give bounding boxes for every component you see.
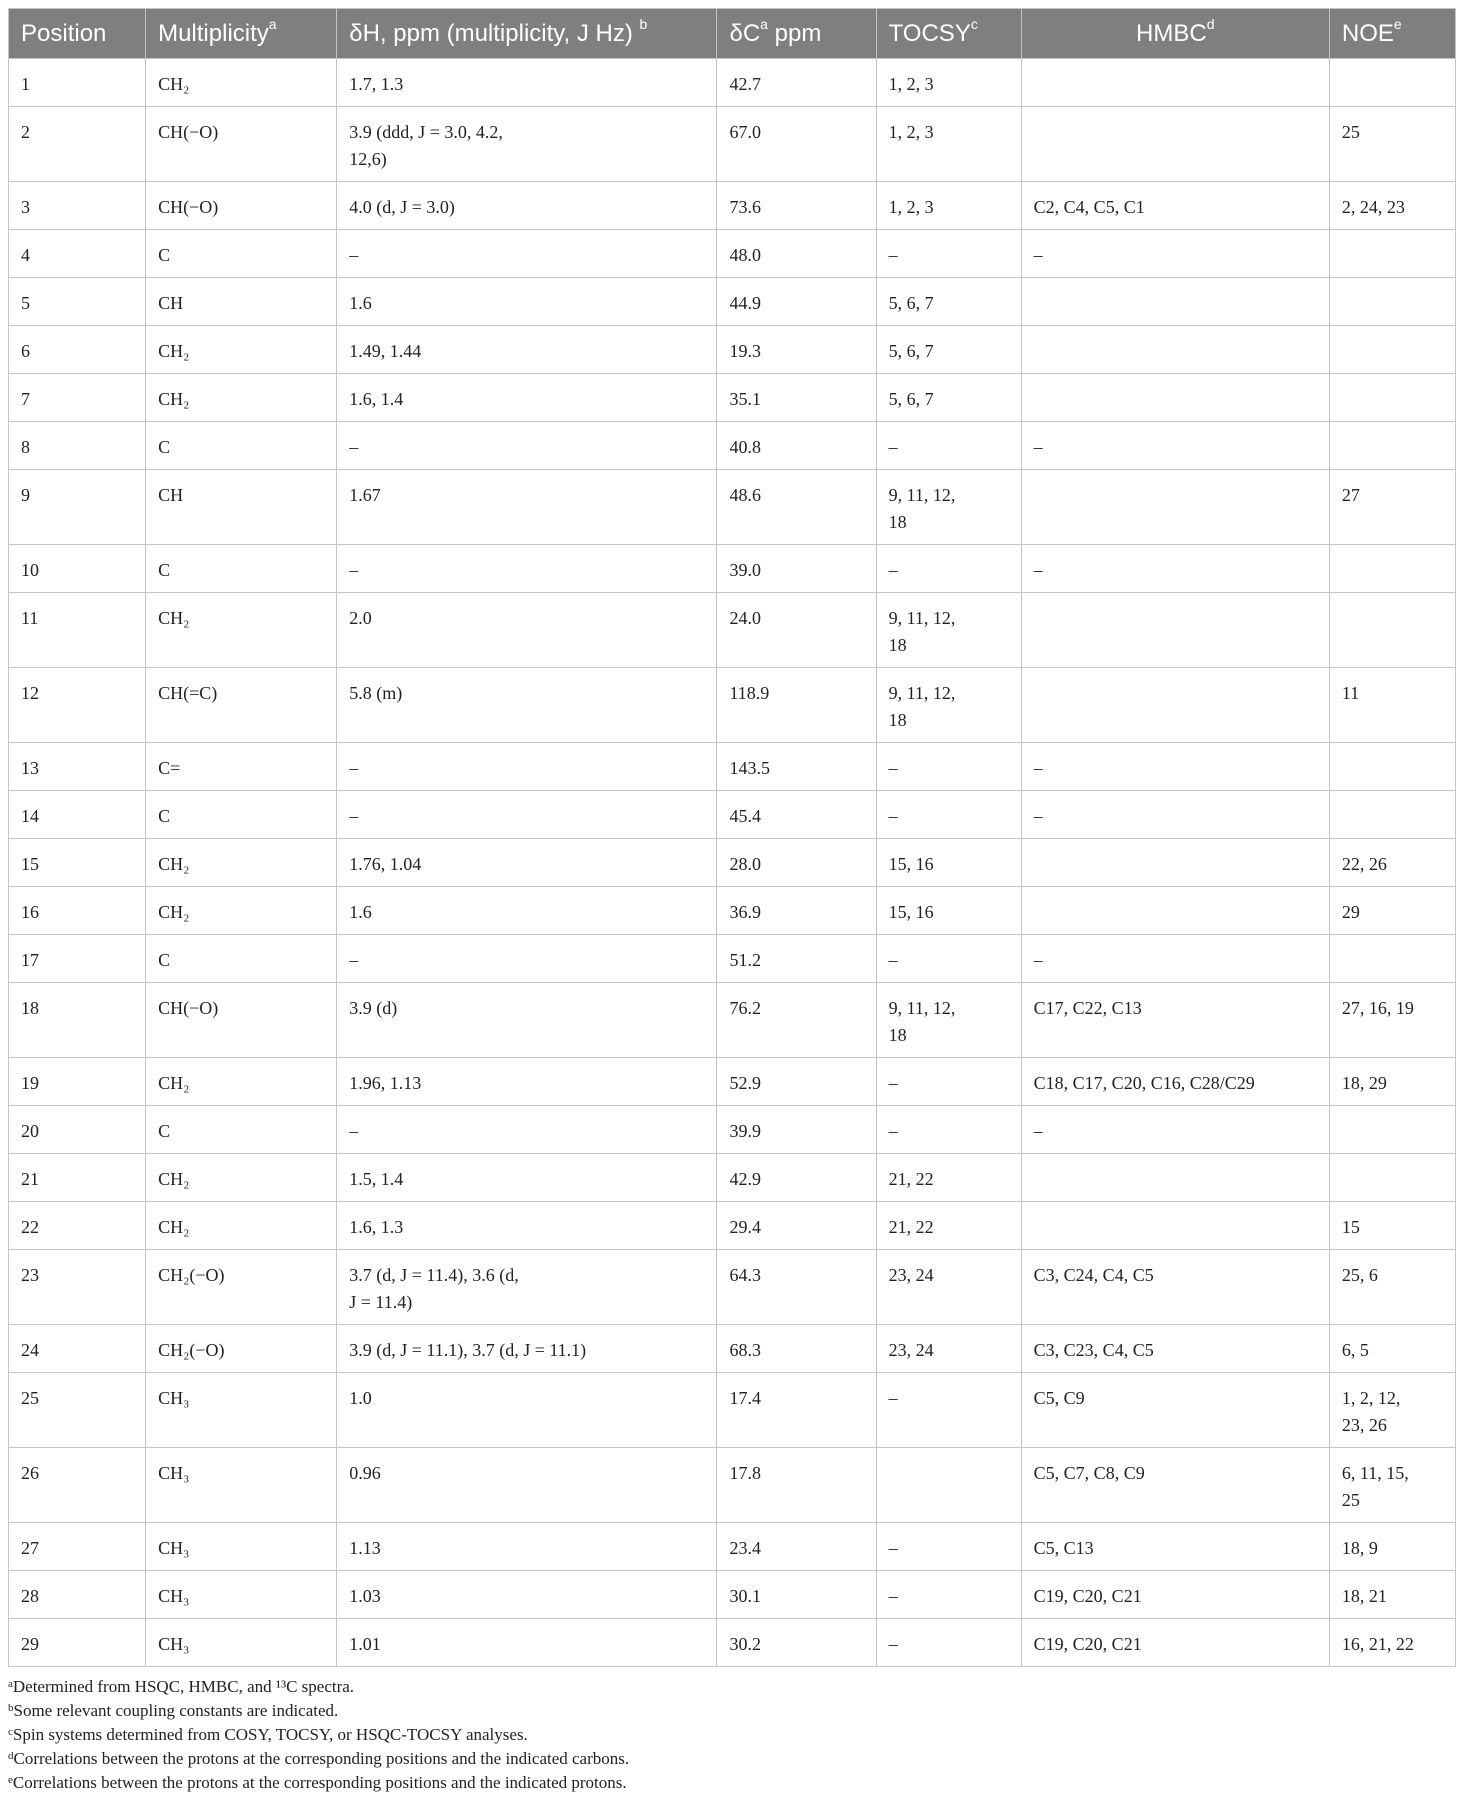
tocsy-cell: – bbox=[876, 935, 1021, 983]
tocsy-cell: – bbox=[876, 791, 1021, 839]
tocsy-cell: 1, 2, 3 bbox=[876, 107, 1021, 182]
delta-h-cell: 3.7 (d, J = 11.4), 3.6 (d, J = 11.4) bbox=[337, 1250, 717, 1325]
delta-c-cell: 51.2 bbox=[717, 935, 876, 983]
table-body bbox=[9, 59, 1456, 1667]
tocsy-cell: – bbox=[876, 1619, 1021, 1667]
delta-c-cell: 143.5 bbox=[717, 743, 876, 791]
noe-cell: 11 bbox=[1329, 668, 1455, 743]
noe-cell bbox=[1329, 791, 1455, 839]
hmbc-cell bbox=[1021, 668, 1329, 743]
delta-c-cell: 28.0 bbox=[717, 839, 876, 887]
footnote-mark: b bbox=[8, 1702, 14, 1714]
tocsy-cell: 21, 22 bbox=[876, 1154, 1021, 1202]
header-multiplicity bbox=[146, 9, 337, 59]
footnote-text: Correlations between the protons at the corresponding positions and the indicated carbons. bbox=[13, 1749, 630, 1768]
header-tocsy-label: TOCSY bbox=[888, 19, 971, 47]
noe-cell bbox=[1329, 422, 1455, 470]
tocsy-cell bbox=[876, 1448, 1021, 1523]
table-row bbox=[9, 1250, 1456, 1325]
hmbc-cell: C19, C20, C21 bbox=[1021, 1619, 1329, 1667]
hmbc-cell: C2, C4, C5, C1 bbox=[1021, 182, 1329, 230]
table-row bbox=[9, 107, 1456, 182]
delta-h-cell: 1.76, 1.04 bbox=[337, 839, 717, 887]
table-row bbox=[9, 1106, 1456, 1154]
delta-c-cell: 17.8 bbox=[717, 1448, 876, 1523]
table-row bbox=[9, 422, 1456, 470]
position-cell: 22 bbox=[9, 1202, 146, 1250]
hmbc-cell bbox=[1021, 326, 1329, 374]
position-cell: 20 bbox=[9, 1106, 146, 1154]
position-cell: 24 bbox=[9, 1325, 146, 1373]
delta-h-cell: 1.67 bbox=[337, 470, 717, 545]
hmbc-cell bbox=[1021, 59, 1329, 107]
table-row bbox=[9, 545, 1456, 593]
position-cell: 11 bbox=[9, 593, 146, 668]
multiplicity-cell: C bbox=[146, 545, 337, 593]
table-row bbox=[9, 182, 1456, 230]
table-row bbox=[9, 1154, 1456, 1202]
multiplicity-cell: CH₂ bbox=[146, 1202, 337, 1250]
footnote-text: Correlations between the protons at the corresponding positions and the indicated protons. bbox=[12, 1773, 627, 1792]
multiplicity-cell: C bbox=[146, 791, 337, 839]
noe-cell bbox=[1329, 59, 1455, 107]
multiplicity-cell: CH₃ bbox=[146, 1523, 337, 1571]
multiplicity-cell: CH₂ bbox=[146, 593, 337, 668]
noe-cell: 25 bbox=[1329, 107, 1455, 182]
delta-c-cell: 19.3 bbox=[717, 326, 876, 374]
table-row bbox=[9, 839, 1456, 887]
table-row bbox=[9, 1373, 1456, 1448]
multiplicity-cell: CH₃ bbox=[146, 1448, 337, 1523]
noe-cell bbox=[1329, 374, 1455, 422]
hmbc-cell: C5, C9 bbox=[1021, 1373, 1329, 1448]
hmbc-cell: C5, C13 bbox=[1021, 1523, 1329, 1571]
delta-h-cell: 2.0 bbox=[337, 593, 717, 668]
position-cell: 13 bbox=[9, 743, 146, 791]
tocsy-cell: 15, 16 bbox=[876, 887, 1021, 935]
delta-c-cell: 30.2 bbox=[717, 1619, 876, 1667]
delta-h-cell: – bbox=[337, 545, 717, 593]
multiplicity-cell: CH₂(−O) bbox=[146, 1250, 337, 1325]
position-cell: 14 bbox=[9, 791, 146, 839]
tocsy-cell: 5, 6, 7 bbox=[876, 374, 1021, 422]
noe-cell: 25, 6 bbox=[1329, 1250, 1455, 1325]
delta-h-cell: – bbox=[337, 1106, 717, 1154]
tocsy-cell: 5, 6, 7 bbox=[876, 326, 1021, 374]
footnote bbox=[8, 1699, 1456, 1723]
table-row bbox=[9, 374, 1456, 422]
footnote-mark: e bbox=[8, 1774, 13, 1786]
delta-h-cell: 1.7, 1.3 bbox=[337, 59, 717, 107]
delta-c-cell: 68.3 bbox=[717, 1325, 876, 1373]
noe-cell bbox=[1329, 743, 1455, 791]
noe-cell: 6, 5 bbox=[1329, 1325, 1455, 1373]
delta-h-cell: 3.9 (d, J = 11.1), 3.7 (d, J = 11.1) bbox=[337, 1325, 717, 1373]
delta-h-cell: 1.6, 1.3 bbox=[337, 1202, 717, 1250]
hmbc-cell: – bbox=[1021, 422, 1329, 470]
delta-h-cell: 4.0 (d, J = 3.0) bbox=[337, 182, 717, 230]
delta-c-cell: 48.0 bbox=[717, 230, 876, 278]
hmbc-cell bbox=[1021, 839, 1329, 887]
delta-c-cell: 45.4 bbox=[717, 791, 876, 839]
multiplicity-cell: C= bbox=[146, 743, 337, 791]
header-multiplicity-footnote-mark: a bbox=[268, 15, 277, 32]
delta-h-cell: 0.96 bbox=[337, 1448, 717, 1523]
table-row bbox=[9, 278, 1456, 326]
multiplicity-cell: CH₂ bbox=[146, 59, 337, 107]
delta-h-cell: – bbox=[337, 935, 717, 983]
noe-cell: 22, 26 bbox=[1329, 839, 1455, 887]
hmbc-cell bbox=[1021, 278, 1329, 326]
tocsy-cell: – bbox=[876, 1571, 1021, 1619]
header-noe bbox=[1329, 9, 1455, 59]
multiplicity-cell: CH(−O) bbox=[146, 182, 337, 230]
header-hmbc-label: HMBC bbox=[1136, 19, 1207, 47]
delta-h-cell: 1.03 bbox=[337, 1571, 717, 1619]
noe-cell bbox=[1329, 593, 1455, 668]
table-row bbox=[9, 59, 1456, 107]
hmbc-cell: – bbox=[1021, 743, 1329, 791]
hmbc-cell: – bbox=[1021, 545, 1329, 593]
hmbc-cell: – bbox=[1021, 791, 1329, 839]
hmbc-cell bbox=[1021, 593, 1329, 668]
multiplicity-cell: CH₂ bbox=[146, 1058, 337, 1106]
noe-cell: 18, 29 bbox=[1329, 1058, 1455, 1106]
delta-c-cell: 17.4 bbox=[717, 1373, 876, 1448]
hmbc-cell: C19, C20, C21 bbox=[1021, 1571, 1329, 1619]
multiplicity-cell: CH₂ bbox=[146, 839, 337, 887]
tocsy-cell: – bbox=[876, 1523, 1021, 1571]
delta-h-cell: – bbox=[337, 422, 717, 470]
header-delta-h bbox=[337, 9, 717, 59]
header-noe-footnote-mark: e bbox=[1393, 15, 1402, 32]
footnote-mark: c bbox=[8, 1726, 13, 1738]
position-cell: 23 bbox=[9, 1250, 146, 1325]
delta-h-cell: – bbox=[337, 743, 717, 791]
hmbc-cell: C3, C23, C4, C5 bbox=[1021, 1325, 1329, 1373]
footnote-text: Spin systems determined from COSY, TOCSY, or HSQC-TOCSY analyses. bbox=[12, 1725, 528, 1744]
noe-cell bbox=[1329, 278, 1455, 326]
header-delta-c-label: δC bbox=[729, 19, 761, 47]
multiplicity-cell: CH₃ bbox=[146, 1571, 337, 1619]
hmbc-cell: C5, C7, C8, C9 bbox=[1021, 1448, 1329, 1523]
hmbc-cell bbox=[1021, 107, 1329, 182]
header-position-label: Position bbox=[21, 19, 107, 47]
position-cell: 16 bbox=[9, 887, 146, 935]
tocsy-cell: 23, 24 bbox=[876, 1250, 1021, 1325]
tocsy-cell: 9, 11, 12, 18 bbox=[876, 593, 1021, 668]
footnote-mark: d bbox=[8, 1750, 14, 1762]
hmbc-cell: – bbox=[1021, 230, 1329, 278]
delta-h-cell: – bbox=[337, 791, 717, 839]
delta-h-cell: – bbox=[337, 230, 717, 278]
multiplicity-cell: C bbox=[146, 422, 337, 470]
tocsy-cell: – bbox=[876, 1373, 1021, 1448]
footnote-text: Determined from HSQC, HMBC, and ¹³C spectra. bbox=[12, 1677, 355, 1696]
tocsy-cell: 1, 2, 3 bbox=[876, 59, 1021, 107]
tocsy-cell: – bbox=[876, 545, 1021, 593]
table-row bbox=[9, 470, 1456, 545]
tocsy-cell: – bbox=[876, 1058, 1021, 1106]
position-cell: 25 bbox=[9, 1373, 146, 1448]
delta-c-cell: 39.0 bbox=[717, 545, 876, 593]
header-hmbc-footnote-mark: d bbox=[1206, 15, 1215, 32]
position-cell: 8 bbox=[9, 422, 146, 470]
position-cell: 1 bbox=[9, 59, 146, 107]
tocsy-cell: – bbox=[876, 422, 1021, 470]
footnote-text: Some relevant coupling constants are indicated. bbox=[13, 1701, 339, 1720]
position-cell: 7 bbox=[9, 374, 146, 422]
position-cell: 6 bbox=[9, 326, 146, 374]
position-cell: 10 bbox=[9, 545, 146, 593]
header-noe-label: NOE bbox=[1341, 19, 1394, 47]
nmr-table-container bbox=[8, 8, 1456, 1795]
delta-c-cell: 36.9 bbox=[717, 887, 876, 935]
delta-h-cell: 1.96, 1.13 bbox=[337, 1058, 717, 1106]
noe-cell bbox=[1329, 935, 1455, 983]
noe-cell bbox=[1329, 230, 1455, 278]
position-cell: 29 bbox=[9, 1619, 146, 1667]
noe-cell: 18, 9 bbox=[1329, 1523, 1455, 1571]
multiplicity-cell: C bbox=[146, 935, 337, 983]
table-header bbox=[9, 9, 1456, 59]
delta-h-cell: 1.01 bbox=[337, 1619, 717, 1667]
multiplicity-cell: CH₂ bbox=[146, 887, 337, 935]
footnote bbox=[8, 1723, 1456, 1747]
header-delta-h-footnote-mark: b bbox=[639, 15, 648, 32]
hmbc-cell bbox=[1021, 1202, 1329, 1250]
table-row bbox=[9, 593, 1456, 668]
header-delta-c-unit: ppm bbox=[767, 19, 822, 47]
noe-cell: 18, 21 bbox=[1329, 1571, 1455, 1619]
position-cell: 4 bbox=[9, 230, 146, 278]
noe-cell bbox=[1329, 1106, 1455, 1154]
delta-c-cell: 24.0 bbox=[717, 593, 876, 668]
multiplicity-cell: CH₃ bbox=[146, 1373, 337, 1448]
noe-cell: 16, 21, 22 bbox=[1329, 1619, 1455, 1667]
delta-c-cell: 39.9 bbox=[717, 1106, 876, 1154]
noe-cell: 27 bbox=[1329, 470, 1455, 545]
multiplicity-cell: CH bbox=[146, 278, 337, 326]
table-row bbox=[9, 791, 1456, 839]
header-position bbox=[9, 9, 146, 59]
hmbc-cell: – bbox=[1021, 935, 1329, 983]
multiplicity-cell: CH(−O) bbox=[146, 107, 337, 182]
table-row bbox=[9, 230, 1456, 278]
position-cell: 2 bbox=[9, 107, 146, 182]
header-tocsy bbox=[876, 9, 1021, 59]
position-cell: 12 bbox=[9, 668, 146, 743]
multiplicity-cell: CH(=C) bbox=[146, 668, 337, 743]
delta-h-cell: 3.9 (ddd, J = 3.0, 4.2, 12,6) bbox=[337, 107, 717, 182]
position-cell: 15 bbox=[9, 839, 146, 887]
delta-c-cell: 23.4 bbox=[717, 1523, 876, 1571]
hmbc-cell: C17, C22, C13 bbox=[1021, 983, 1329, 1058]
delta-h-cell: 1.6 bbox=[337, 278, 717, 326]
table-row bbox=[9, 668, 1456, 743]
header-tocsy-footnote-mark: c bbox=[970, 15, 978, 32]
multiplicity-cell: C bbox=[146, 1106, 337, 1154]
delta-h-cell: 5.8 (m) bbox=[337, 668, 717, 743]
tocsy-cell: – bbox=[876, 230, 1021, 278]
delta-c-cell: 29.4 bbox=[717, 1202, 876, 1250]
delta-c-cell: 42.9 bbox=[717, 1154, 876, 1202]
position-cell: 18 bbox=[9, 983, 146, 1058]
table-row bbox=[9, 1058, 1456, 1106]
delta-h-cell: 1.13 bbox=[337, 1523, 717, 1571]
footnote bbox=[8, 1747, 1456, 1771]
footnote bbox=[8, 1675, 1456, 1699]
tocsy-cell: 9, 11, 12, 18 bbox=[876, 668, 1021, 743]
noe-cell: 27, 16, 19 bbox=[1329, 983, 1455, 1058]
position-cell: 28 bbox=[9, 1571, 146, 1619]
position-cell: 9 bbox=[9, 470, 146, 545]
table-row bbox=[9, 1202, 1456, 1250]
position-cell: 5 bbox=[9, 278, 146, 326]
delta-h-cell: 1.5, 1.4 bbox=[337, 1154, 717, 1202]
tocsy-cell: – bbox=[876, 1106, 1021, 1154]
tocsy-cell: 21, 22 bbox=[876, 1202, 1021, 1250]
position-cell: 26 bbox=[9, 1448, 146, 1523]
delta-h-cell: 1.0 bbox=[337, 1373, 717, 1448]
header-multiplicity-label: Multiplicity bbox=[158, 19, 269, 47]
delta-c-cell: 48.6 bbox=[717, 470, 876, 545]
table-row bbox=[9, 1619, 1456, 1667]
delta-c-cell: 52.9 bbox=[717, 1058, 876, 1106]
delta-c-cell: 64.3 bbox=[717, 1250, 876, 1325]
footnote-mark: a bbox=[8, 1678, 13, 1690]
hmbc-cell bbox=[1021, 470, 1329, 545]
tocsy-cell: 9, 11, 12, 18 bbox=[876, 470, 1021, 545]
delta-c-cell: 30.1 bbox=[717, 1571, 876, 1619]
multiplicity-cell: CH₂ bbox=[146, 374, 337, 422]
multiplicity-cell: CH(−O) bbox=[146, 983, 337, 1058]
noe-cell: 29 bbox=[1329, 887, 1455, 935]
noe-cell bbox=[1329, 1154, 1455, 1202]
table-row bbox=[9, 1448, 1456, 1523]
table-row bbox=[9, 1523, 1456, 1571]
noe-cell: 1, 2, 12, 23, 26 bbox=[1329, 1373, 1455, 1448]
table-row bbox=[9, 1325, 1456, 1373]
hmbc-cell: – bbox=[1021, 1106, 1329, 1154]
position-cell: 19 bbox=[9, 1058, 146, 1106]
multiplicity-cell: CH bbox=[146, 470, 337, 545]
delta-c-cell: 67.0 bbox=[717, 107, 876, 182]
delta-c-cell: 40.8 bbox=[717, 422, 876, 470]
delta-h-cell: 1.6, 1.4 bbox=[337, 374, 717, 422]
delta-c-cell: 118.9 bbox=[717, 668, 876, 743]
table-row bbox=[9, 743, 1456, 791]
multiplicity-cell: CH₂ bbox=[146, 326, 337, 374]
tocsy-cell: – bbox=[876, 743, 1021, 791]
noe-cell: 15 bbox=[1329, 1202, 1455, 1250]
delta-c-cell: 44.9 bbox=[717, 278, 876, 326]
multiplicity-cell: CH₂(−O) bbox=[146, 1325, 337, 1373]
header-delta-c bbox=[717, 9, 876, 59]
table-row bbox=[9, 1571, 1456, 1619]
tocsy-cell: 9, 11, 12, 18 bbox=[876, 983, 1021, 1058]
header-hmbc bbox=[1021, 9, 1329, 59]
position-cell: 3 bbox=[9, 182, 146, 230]
delta-h-cell: 1.6 bbox=[337, 887, 717, 935]
hmbc-cell bbox=[1021, 887, 1329, 935]
noe-cell: 6, 11, 15, 25 bbox=[1329, 1448, 1455, 1523]
noe-cell bbox=[1329, 545, 1455, 593]
tocsy-cell: 5, 6, 7 bbox=[876, 278, 1021, 326]
table-row bbox=[9, 935, 1456, 983]
table-row bbox=[9, 326, 1456, 374]
position-cell: 21 bbox=[9, 1154, 146, 1202]
noe-cell: 2, 24, 23 bbox=[1329, 182, 1455, 230]
hmbc-cell: C3, C24, C4, C5 bbox=[1021, 1250, 1329, 1325]
delta-c-cell: 35.1 bbox=[717, 374, 876, 422]
delta-h-cell: 3.9 (d) bbox=[337, 983, 717, 1058]
hmbc-cell bbox=[1021, 1154, 1329, 1202]
hmbc-cell bbox=[1021, 374, 1329, 422]
header-delta-h-label: δH, ppm (multiplicity, J Hz) bbox=[349, 19, 633, 47]
delta-c-cell: 73.6 bbox=[717, 182, 876, 230]
position-cell: 27 bbox=[9, 1523, 146, 1571]
tocsy-cell: 1, 2, 3 bbox=[876, 182, 1021, 230]
tocsy-cell: 15, 16 bbox=[876, 839, 1021, 887]
nmr-assignment-table bbox=[8, 8, 1456, 1667]
noe-cell bbox=[1329, 326, 1455, 374]
table-row bbox=[9, 887, 1456, 935]
delta-c-cell: 42.7 bbox=[717, 59, 876, 107]
footnote bbox=[8, 1771, 1456, 1795]
position-cell: 17 bbox=[9, 935, 146, 983]
multiplicity-cell: C bbox=[146, 230, 337, 278]
multiplicity-cell: CH₃ bbox=[146, 1619, 337, 1667]
table-footnotes bbox=[8, 1675, 1456, 1795]
header-delta-c-footnote-mark: a bbox=[760, 15, 768, 32]
delta-h-cell: 1.49, 1.44 bbox=[337, 326, 717, 374]
header-row bbox=[9, 9, 1456, 59]
multiplicity-cell: CH₂ bbox=[146, 1154, 337, 1202]
hmbc-cell: C18, C17, C20, C16, C28/C29 bbox=[1021, 1058, 1329, 1106]
table-row bbox=[9, 983, 1456, 1058]
tocsy-cell: 23, 24 bbox=[876, 1325, 1021, 1373]
delta-c-cell: 76.2 bbox=[717, 983, 876, 1058]
